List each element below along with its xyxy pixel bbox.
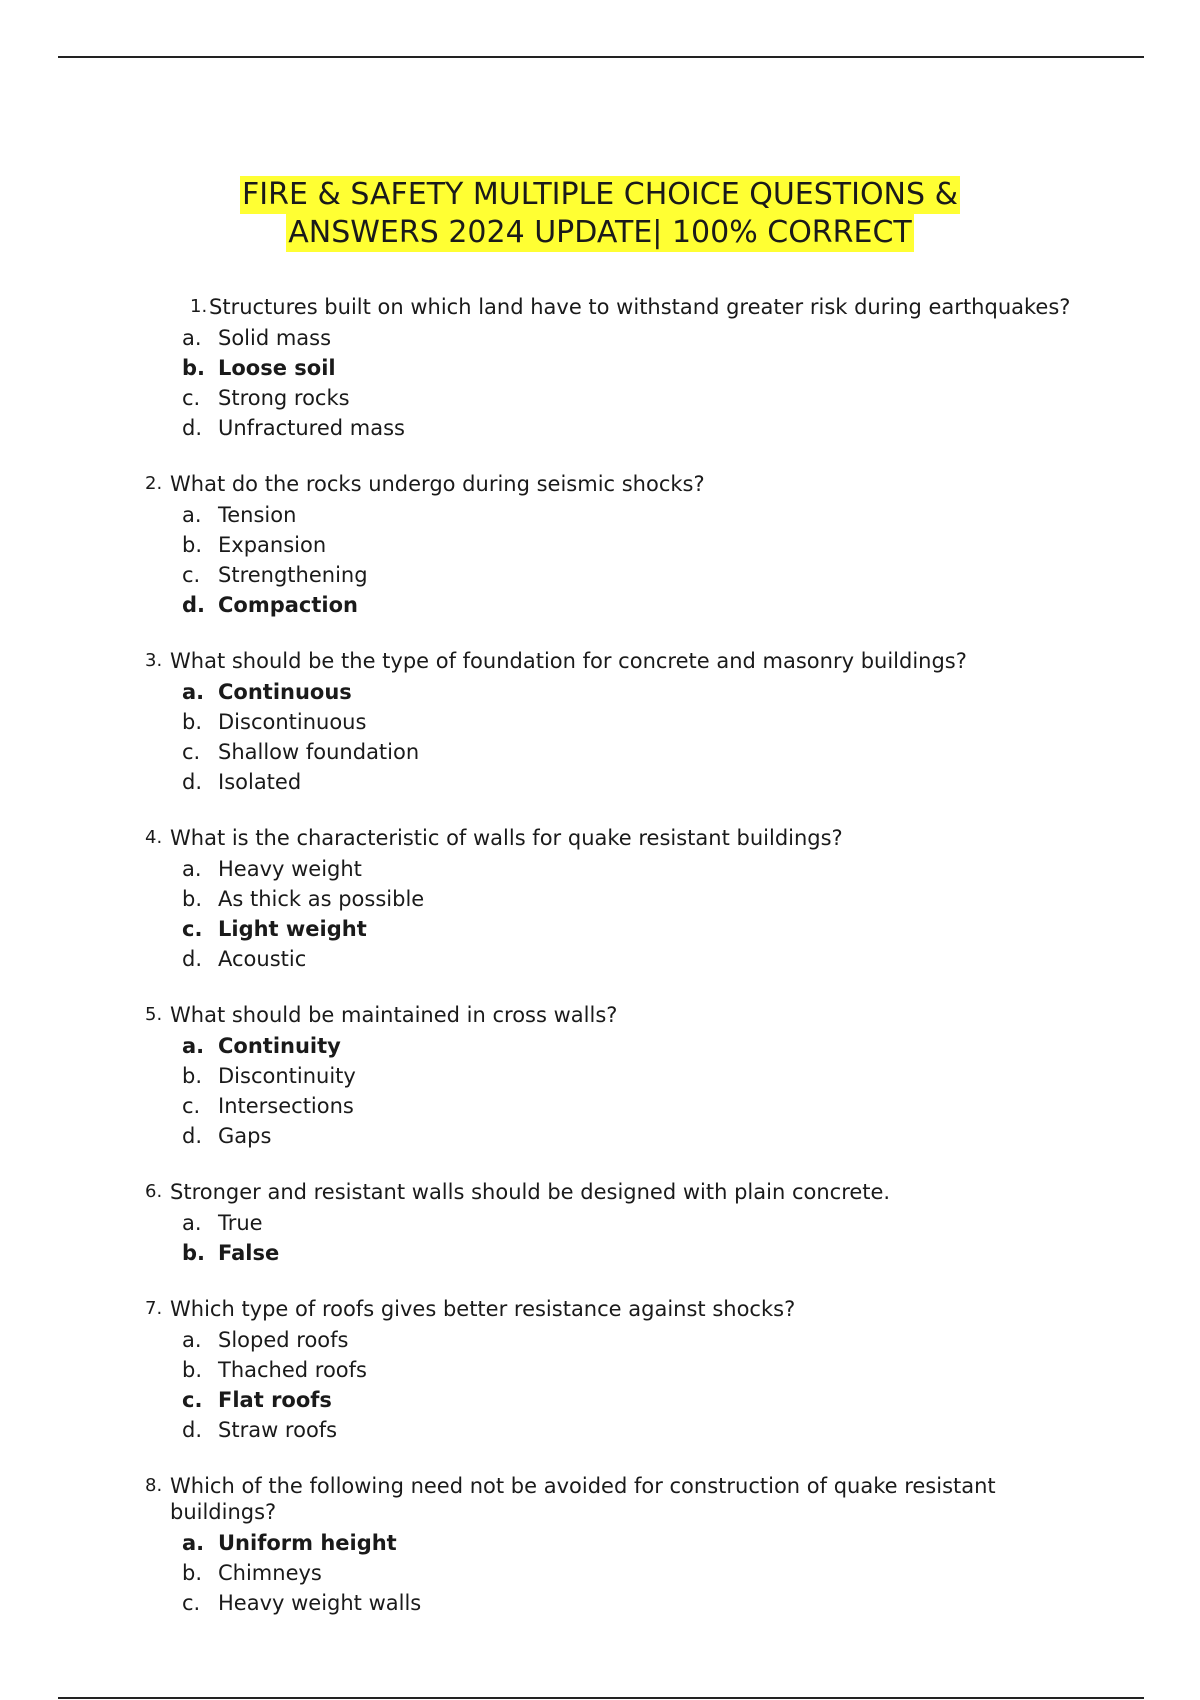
option-text: Straw roofs bbox=[218, 1418, 338, 1442]
question-number: 6. bbox=[145, 1181, 163, 1202]
option-text: Light weight bbox=[218, 917, 367, 941]
answer-options bbox=[0, 1208, 1200, 1268]
question-stem bbox=[0, 1179, 1200, 1205]
option-text: Isolated bbox=[218, 770, 302, 794]
question-stem bbox=[0, 1002, 1200, 1028]
question-stem bbox=[0, 471, 1200, 497]
option-text: Loose soil bbox=[218, 356, 336, 380]
correct-answer-option bbox=[0, 1528, 1200, 1558]
answer-options bbox=[0, 1528, 1200, 1618]
question-stem bbox=[0, 294, 1200, 320]
correct-answer-option bbox=[0, 1385, 1200, 1415]
option-letter: b. bbox=[182, 1358, 203, 1382]
correct-answer-option bbox=[0, 1031, 1200, 1061]
correct-answer-option bbox=[0, 677, 1200, 707]
option-letter: c. bbox=[182, 740, 201, 764]
question-number: 8. bbox=[145, 1475, 163, 1496]
option-letter: d. bbox=[182, 1124, 203, 1148]
option-letter: d. bbox=[182, 1418, 203, 1442]
title-line-1: FIRE & SAFETY MULTIPLE CHOICE QUESTIONS & bbox=[242, 177, 958, 212]
answer-option bbox=[0, 500, 1200, 530]
question-number: 3. bbox=[145, 650, 163, 671]
option-letter: c. bbox=[182, 1094, 201, 1118]
option-text: Chimneys bbox=[218, 1561, 322, 1585]
question-number: 4. bbox=[145, 827, 163, 848]
option-letter: a. bbox=[182, 1328, 202, 1352]
question-2 bbox=[0, 471, 1200, 620]
answer-option bbox=[0, 737, 1200, 767]
option-text: Continuity bbox=[218, 1034, 341, 1058]
option-letter: b. bbox=[182, 1241, 206, 1265]
question-list bbox=[0, 294, 1200, 1646]
option-text: Uniform height bbox=[218, 1531, 397, 1555]
question-3 bbox=[0, 648, 1200, 797]
question-5 bbox=[0, 1002, 1200, 1151]
answer-option bbox=[0, 1121, 1200, 1151]
answer-option bbox=[0, 1325, 1200, 1355]
option-text: Unfractured mass bbox=[218, 416, 405, 440]
answer-options bbox=[0, 854, 1200, 974]
option-letter: a. bbox=[182, 326, 202, 350]
option-letter: b. bbox=[182, 710, 203, 734]
question-stem bbox=[0, 1296, 1200, 1322]
question-text: What should be maintained in cross walls? bbox=[170, 1003, 618, 1027]
answer-option bbox=[0, 944, 1200, 974]
option-letter: b. bbox=[182, 887, 203, 911]
question-number: 7. bbox=[145, 1298, 163, 1319]
answer-option bbox=[0, 767, 1200, 797]
option-text: Strong rocks bbox=[218, 386, 350, 410]
option-letter: a. bbox=[182, 1211, 202, 1235]
answer-options bbox=[0, 500, 1200, 620]
option-letter: a. bbox=[182, 1531, 205, 1555]
question-6 bbox=[0, 1179, 1200, 1268]
option-letter: b. bbox=[182, 356, 206, 380]
option-letter: c. bbox=[182, 1388, 203, 1412]
option-text: Expansion bbox=[218, 533, 327, 557]
answer-option bbox=[0, 1588, 1200, 1618]
option-text: Solid mass bbox=[218, 326, 332, 350]
correct-answer-option bbox=[0, 914, 1200, 944]
answer-option bbox=[0, 884, 1200, 914]
answer-options bbox=[0, 1325, 1200, 1445]
option-text: Strengthening bbox=[218, 563, 368, 587]
option-letter: d. bbox=[182, 770, 203, 794]
question-stem bbox=[0, 648, 1200, 674]
answer-options bbox=[0, 677, 1200, 797]
question-number: 2. bbox=[145, 473, 163, 494]
question-stem bbox=[0, 1473, 1200, 1525]
option-letter: d. bbox=[182, 416, 203, 440]
option-text: False bbox=[218, 1241, 280, 1265]
option-text: Thached roofs bbox=[218, 1358, 367, 1382]
question-4 bbox=[0, 825, 1200, 974]
answer-option bbox=[0, 1558, 1200, 1588]
question-text: What should be the type of foundation for concrete and masonry buildings? bbox=[170, 649, 967, 673]
option-text: Flat roofs bbox=[218, 1388, 332, 1412]
title-line-2: ANSWERS 2024 UPDATE| 100% CORRECT bbox=[288, 215, 912, 250]
answer-options bbox=[0, 1031, 1200, 1151]
option-text: Sloped roofs bbox=[218, 1328, 349, 1352]
option-text: Discontinuity bbox=[218, 1064, 356, 1088]
option-letter: c. bbox=[182, 386, 201, 410]
option-text: Tension bbox=[218, 503, 297, 527]
footer-rule bbox=[58, 1697, 1144, 1699]
answer-option bbox=[0, 854, 1200, 884]
correct-answer-option bbox=[0, 590, 1200, 620]
option-text: True bbox=[218, 1211, 263, 1235]
option-letter: a. bbox=[182, 857, 202, 881]
option-letter: a. bbox=[182, 680, 205, 704]
answer-option bbox=[0, 1208, 1200, 1238]
option-text: Discontinuous bbox=[218, 710, 367, 734]
option-letter: d. bbox=[182, 947, 203, 971]
option-text: Shallow foundation bbox=[218, 740, 420, 764]
document-title bbox=[0, 176, 1200, 252]
correct-answer-option bbox=[0, 353, 1200, 383]
option-text: Gaps bbox=[218, 1124, 272, 1148]
correct-answer-option bbox=[0, 1238, 1200, 1268]
answer-option bbox=[0, 1061, 1200, 1091]
option-letter: d. bbox=[182, 593, 206, 617]
option-letter: a. bbox=[182, 503, 202, 527]
question-stem bbox=[0, 825, 1200, 851]
question-text: What do the rocks undergo during seismic shocks? bbox=[170, 472, 705, 496]
answer-option bbox=[0, 413, 1200, 443]
option-text: Heavy weight walls bbox=[218, 1591, 422, 1615]
option-text: As thick as possible bbox=[218, 887, 425, 911]
answer-option bbox=[0, 1091, 1200, 1121]
answer-option bbox=[0, 383, 1200, 413]
option-letter: a. bbox=[182, 1034, 205, 1058]
option-text: Continuous bbox=[218, 680, 352, 704]
question-text: Which type of roofs gives better resistance against shocks? bbox=[170, 1297, 796, 1321]
question-1 bbox=[0, 294, 1200, 443]
question-7 bbox=[0, 1296, 1200, 1445]
header-rule bbox=[58, 56, 1144, 58]
option-letter: b. bbox=[182, 533, 203, 557]
question-number: 1. bbox=[190, 296, 208, 317]
option-letter: c. bbox=[182, 917, 203, 941]
answer-option bbox=[0, 323, 1200, 353]
option-text: Intersections bbox=[218, 1094, 354, 1118]
question-8 bbox=[0, 1473, 1200, 1618]
answer-option bbox=[0, 1355, 1200, 1385]
answer-option bbox=[0, 1415, 1200, 1445]
question-number: 5. bbox=[145, 1004, 163, 1025]
question-text: Structures built on which land have to withstand greater risk during earthquakes? bbox=[209, 295, 1071, 319]
option-letter: c. bbox=[182, 1591, 201, 1615]
question-text: Stronger and resistant walls should be designed with plain concrete. bbox=[170, 1180, 891, 1204]
answer-option bbox=[0, 560, 1200, 590]
option-letter: b. bbox=[182, 1561, 203, 1585]
option-text: Acoustic bbox=[218, 947, 307, 971]
option-letter: b. bbox=[182, 1064, 203, 1088]
question-text: What is the characteristic of walls for quake resistant buildings? bbox=[170, 826, 843, 850]
answer-option bbox=[0, 707, 1200, 737]
answer-option bbox=[0, 530, 1200, 560]
option-letter: c. bbox=[182, 563, 201, 587]
option-text: Compaction bbox=[218, 593, 358, 617]
question-text: Which of the following need not be avoided for construction of quake resistant buildings? bbox=[170, 1474, 996, 1524]
answer-options bbox=[0, 323, 1200, 443]
option-text: Heavy weight bbox=[218, 857, 362, 881]
